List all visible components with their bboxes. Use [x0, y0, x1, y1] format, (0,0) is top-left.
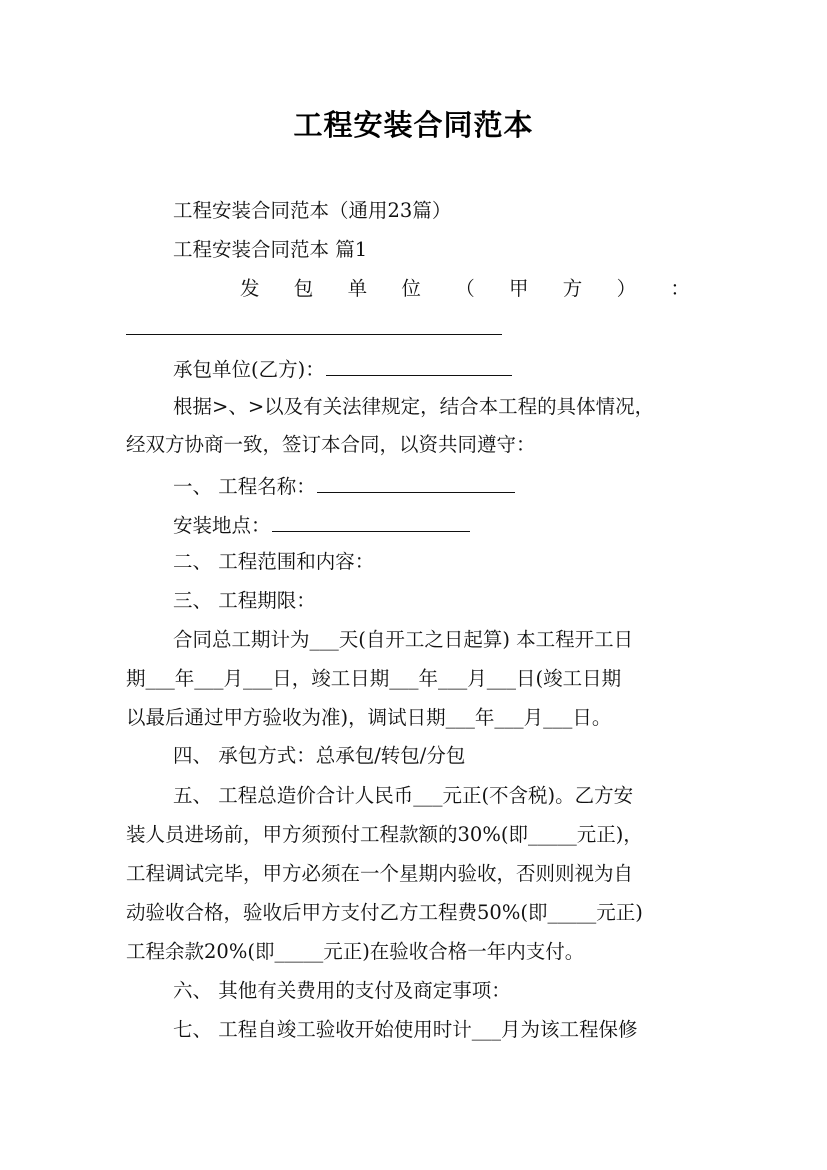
project-name-label: 一、 工程名称： [173, 475, 316, 498]
document-title: 工程安装合同范本 [293, 108, 534, 142]
party-a-char: ） [616, 277, 637, 300]
body-line: 根据>、>以及有关法律规定，结合本工程的具体情况， [173, 395, 655, 418]
party-a-char: 发 [240, 277, 260, 300]
party-a-char: 甲 [508, 277, 529, 300]
section-heading: 工程安装合同范本 篇1 [173, 238, 368, 261]
body-line: 工程余款20%(即_____元正)在验收合格一年内支付。 [126, 940, 585, 963]
party-b-blank [326, 357, 512, 376]
body-line: 装人员进场前，甲方须预付工程款额的30%(即_____元正)， [126, 823, 643, 846]
clause-heading: 二、 工程范围和内容： [173, 550, 375, 573]
body-line: 期___年___月___日，竣工日期___年___月___日(竣工日期 [126, 667, 622, 690]
party-a-blank [126, 334, 502, 335]
location-line [126, 513, 716, 536]
body-line: 工程调试完毕，甲方必须在一个星期内验收，否则则视为自 [126, 862, 634, 885]
clause-heading: 六、 其他有关费用的支付及商定事项： [173, 979, 511, 1002]
location-blank [272, 513, 470, 532]
clause-heading: 四、 承包方式：总承包/转包/分包 [173, 744, 466, 767]
party-a-char: 位 [401, 277, 421, 300]
location-label: 安装地点： [173, 514, 271, 537]
project-name-blank [317, 474, 515, 493]
party-a-char: ： [670, 277, 690, 300]
body-line: 五、 工程总造价合计人民币___元正(不含税)。乙方安 [173, 784, 634, 807]
body-line: 七、 工程自竣工验收开始使用时计___月为该工程保修 [173, 1018, 638, 1041]
party-b-label: 承包单位(乙方)： [173, 358, 325, 381]
body-line: 合同总工期计为___天(自开工之日起算) 本工程开工日 [173, 628, 634, 651]
body-line: 动验收合格，验收后甲方支付乙方工程费50%(即_____元正) [126, 901, 643, 924]
project-name-line [126, 474, 716, 497]
body-line: 以最后通过甲方验收为准)，调试日期___年___月___日。 [126, 706, 612, 729]
party-a-char: 单 [347, 277, 368, 300]
subtitle-line: 工程安装合同范本（通用23篇） [173, 199, 452, 222]
party-a-char: 包 [293, 277, 314, 300]
clause-heading: 三、 工程期限： [173, 589, 316, 612]
party-b-line [126, 357, 716, 380]
party-a-char: （ [455, 277, 475, 300]
party-a-char: 方 [562, 277, 583, 300]
body-line: 经双方协商一致，签订本合同，以资共同遵守： [126, 433, 536, 456]
party-a-label [240, 279, 690, 299]
